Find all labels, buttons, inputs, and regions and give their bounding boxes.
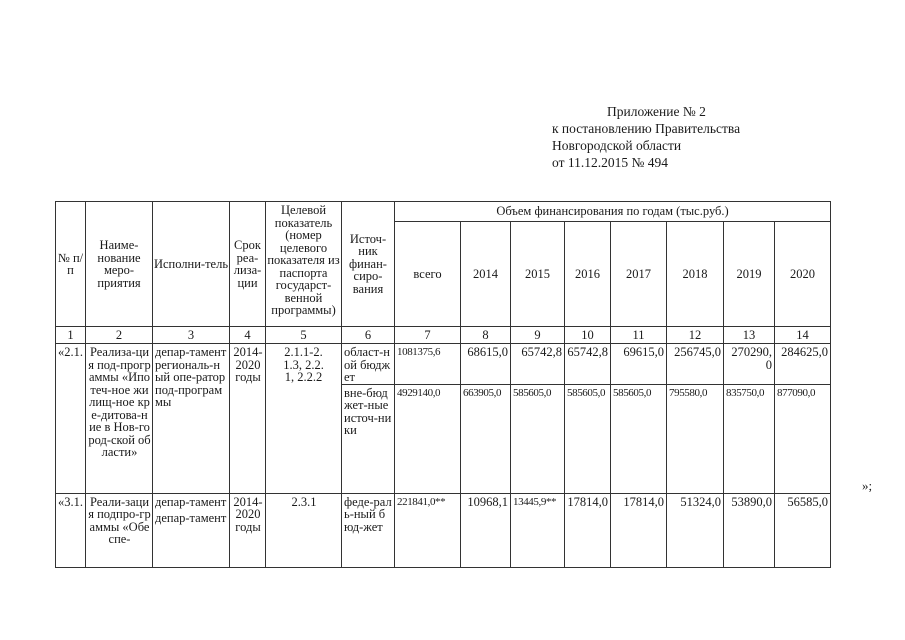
header-activity-name: Наиме-нование меро-приятия: [86, 202, 153, 327]
value-2019: 53890,0: [724, 493, 775, 567]
value-total: 4929140,0: [395, 384, 461, 493]
header-year-2018: 2018: [667, 222, 724, 327]
value-2017: 17814,0: [611, 493, 667, 567]
executor-primary: депар-тамент: [155, 345, 227, 359]
value-2015: 65742,8: [511, 344, 565, 385]
header-year-2016: 2016: [565, 222, 611, 327]
closing-quote: »;: [862, 478, 873, 493]
appendix-title: Приложение № 2: [607, 104, 706, 119]
value-2020: 56585,0: [775, 493, 831, 567]
table-row: [56, 493, 831, 567]
value-2018: 256745,0: [667, 344, 724, 385]
column-number: 13: [724, 327, 775, 344]
value-2014: 10968,1: [461, 493, 511, 567]
row-number: «2.1.: [56, 344, 86, 494]
financing-source: феде-раль-ный бюд-жет: [342, 493, 395, 567]
value-2016: 65742,8: [565, 344, 611, 385]
value-2020: 877090,0: [775, 384, 831, 493]
column-number: 14: [775, 327, 831, 344]
header-year-2017: 2017: [611, 222, 667, 327]
column-number: 12: [667, 327, 724, 344]
header-financing-group: Объем финансирования по годам (тыс.руб.): [395, 202, 831, 222]
financing-source: област-ной бюджет: [342, 344, 395, 385]
header-target-indicator: Целевой показатель (номер целевого показателя из паспорта государст-венной программы): [266, 202, 342, 327]
column-number: 7: [395, 327, 461, 344]
value-2020: 284625,0: [775, 344, 831, 385]
header-term: Срок реа-лиза-ции: [230, 202, 266, 327]
appendix-header: [552, 103, 812, 171]
header-executor: Исполни-тель: [153, 202, 230, 327]
appendix-region: Новгородской области: [552, 138, 682, 153]
header-year-2014: 2014: [461, 222, 511, 327]
header-year-total: всего: [395, 222, 461, 327]
executor-secondary: региональ-ный опе-ратор под-программы: [155, 357, 226, 409]
value-total: 221841,0**: [395, 493, 461, 567]
value-2015: 585605,0: [511, 384, 565, 493]
value-total: 1081375,6: [395, 344, 461, 385]
column-number: 2: [86, 327, 153, 344]
value-2016: 17814,0: [565, 493, 611, 567]
column-number: 9: [511, 327, 565, 344]
value-2017: 69615,0: [611, 344, 667, 385]
column-number: 11: [611, 327, 667, 344]
financing-table: [55, 201, 831, 568]
column-number: 10: [565, 327, 611, 344]
column-number: 8: [461, 327, 511, 344]
value-2019: 270290,0: [724, 344, 775, 385]
value-2019: 835750,0: [724, 384, 775, 493]
financing-source: вне-бюджет-ные источ-ники: [342, 384, 395, 493]
value-2014: 663905,0: [461, 384, 511, 493]
column-number: 1: [56, 327, 86, 344]
column-number: 3: [153, 327, 230, 344]
value-2018: 795580,0: [667, 384, 724, 493]
column-number: 6: [342, 327, 395, 344]
target-indicator: 2.3.1: [266, 493, 342, 567]
column-number: 4: [230, 327, 266, 344]
implementation-term: 2014-2020 годы: [230, 344, 266, 494]
value-2014: 68615,0: [461, 344, 511, 385]
activity-name: Реализа-ция под-программы «Ипотеч-ное жилищ-ное кре-дитова-ние в Нов-город-ской области»: [86, 344, 153, 494]
value-2018: 51324,0: [667, 493, 724, 567]
column-number-row: [56, 327, 831, 344]
activity-name: Реали-зация подпро-граммы «Обеспе-: [86, 493, 153, 567]
column-number: 5: [266, 327, 342, 344]
value-2015: 13445,9**: [511, 493, 565, 567]
appendix-resolution: к постановлению Правительства: [552, 121, 741, 136]
row-number: «3.1.: [56, 493, 86, 567]
table-row: [56, 344, 831, 385]
executor-primary: депар-тамент: [155, 494, 227, 509]
header-year-2015: 2015: [511, 222, 565, 327]
header-number: № п/п: [56, 202, 86, 327]
target-indicator: 2.1.1-2.1.3, 2.2.1, 2.2.2: [266, 344, 342, 494]
executor-cell: [153, 344, 230, 494]
header-financing-source: Источ-ник финан-сиро-вания: [342, 202, 395, 327]
executor-cell: [153, 493, 230, 567]
header-year-2020: 2020: [775, 222, 831, 327]
value-2016: 585605,0: [565, 384, 611, 493]
executor-secondary: депар-тамент: [155, 511, 227, 525]
header-row-1: [56, 202, 831, 222]
appendix-date: от 11.12.2015 № 494: [552, 155, 668, 170]
header-year-2019: 2019: [724, 222, 775, 327]
value-2017: 585605,0: [611, 384, 667, 493]
implementation-term: 2014-2020 годы: [230, 493, 266, 567]
